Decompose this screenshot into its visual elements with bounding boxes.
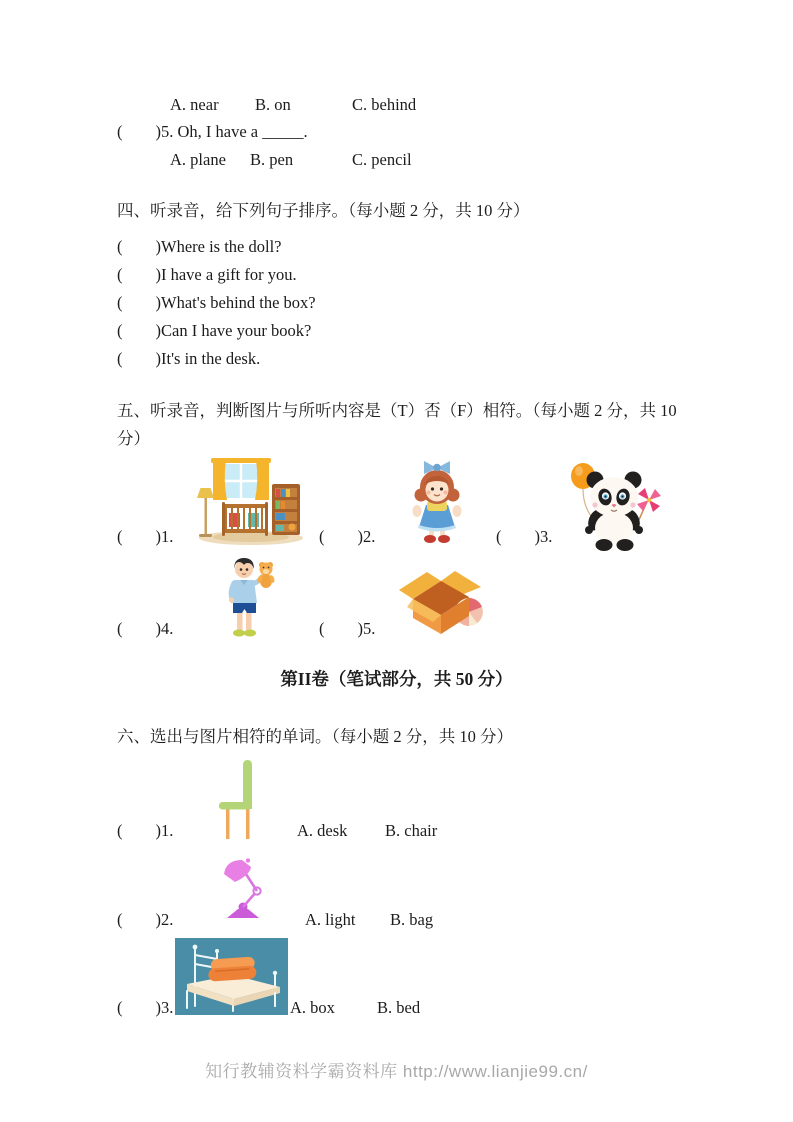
q4-option-a: A. near: [170, 95, 219, 114]
section5-label-5: ( )5.: [319, 619, 376, 638]
section6-q2-option-a: A. light: [305, 910, 356, 929]
section5-label-4: ( )4.: [117, 619, 174, 638]
q5-option-b: B. pen: [250, 150, 294, 169]
section4-item-4: ( )Can I have your book?: [117, 321, 312, 340]
q4-option-b: B. on: [255, 95, 291, 114]
panda-illustration: [566, 460, 662, 552]
section5-label-1: ( )1.: [117, 527, 174, 546]
open-box-illustration: [393, 560, 485, 634]
q4-option-c: C. behind: [352, 95, 417, 114]
doll-illustration: [410, 459, 464, 546]
section4-title: 四、听录音，给下列句子排序。（每小题 2 分，共 10 分）: [117, 201, 530, 220]
pinwheel-icon: [637, 488, 661, 512]
q5-option-a: A. plane: [170, 150, 226, 169]
section6-q1-option-a: A. desk: [297, 821, 348, 840]
chair-illustration: [218, 760, 258, 842]
section6-q1-option-b: B. chair: [385, 821, 438, 840]
boy-with-teddy-illustration: [220, 556, 276, 639]
section6-q2-option-b: B. bag: [390, 910, 434, 929]
footer-watermark: 知行教辅资料学霸资料库 http://www.lianjie99.cn/: [205, 1062, 588, 1081]
nursery-room-illustration: [195, 458, 307, 546]
bed-illustration: [175, 938, 288, 1015]
section5-title-line1: 五、听录音，判断图片与所听内容是（T）否（F）相符。（每小题 2 分，共 10: [117, 401, 677, 420]
part2-heading: 第II卷（笔试部分，共 50 分）: [280, 669, 513, 689]
section5-title-line2: 分）: [117, 429, 150, 448]
section4-item-3: ( )What's behind the box?: [117, 293, 316, 312]
section6-q3-option-a: A. box: [290, 998, 335, 1017]
section6-q1-label: ( )1.: [117, 821, 174, 840]
section5-label-3: ( )3.: [496, 527, 553, 546]
section6-q3-label: ( )3.: [117, 998, 174, 1017]
section6-q2-label: ( )2.: [117, 910, 174, 929]
section4-item-5: ( )It's in the desk.: [117, 349, 261, 368]
section4-item-2: ( )I have a gift for you.: [117, 265, 297, 284]
section5-label-2: ( )2.: [319, 527, 376, 546]
q5-stem: ( )5. Oh, I have a _____.: [117, 122, 308, 141]
blanket-icon: [207, 956, 256, 981]
teddy-bear-icon: [257, 562, 276, 588]
section4-item-1: ( )Where is the doll?: [117, 237, 282, 256]
section6-title: 六、选出与图片相符的单词。（每小题 2 分，共 10 分）: [117, 727, 513, 746]
desk-lamp-illustration: [222, 858, 270, 921]
q5-option-c: C. pencil: [352, 150, 412, 169]
section6-q3-option-b: B. bed: [377, 998, 421, 1017]
